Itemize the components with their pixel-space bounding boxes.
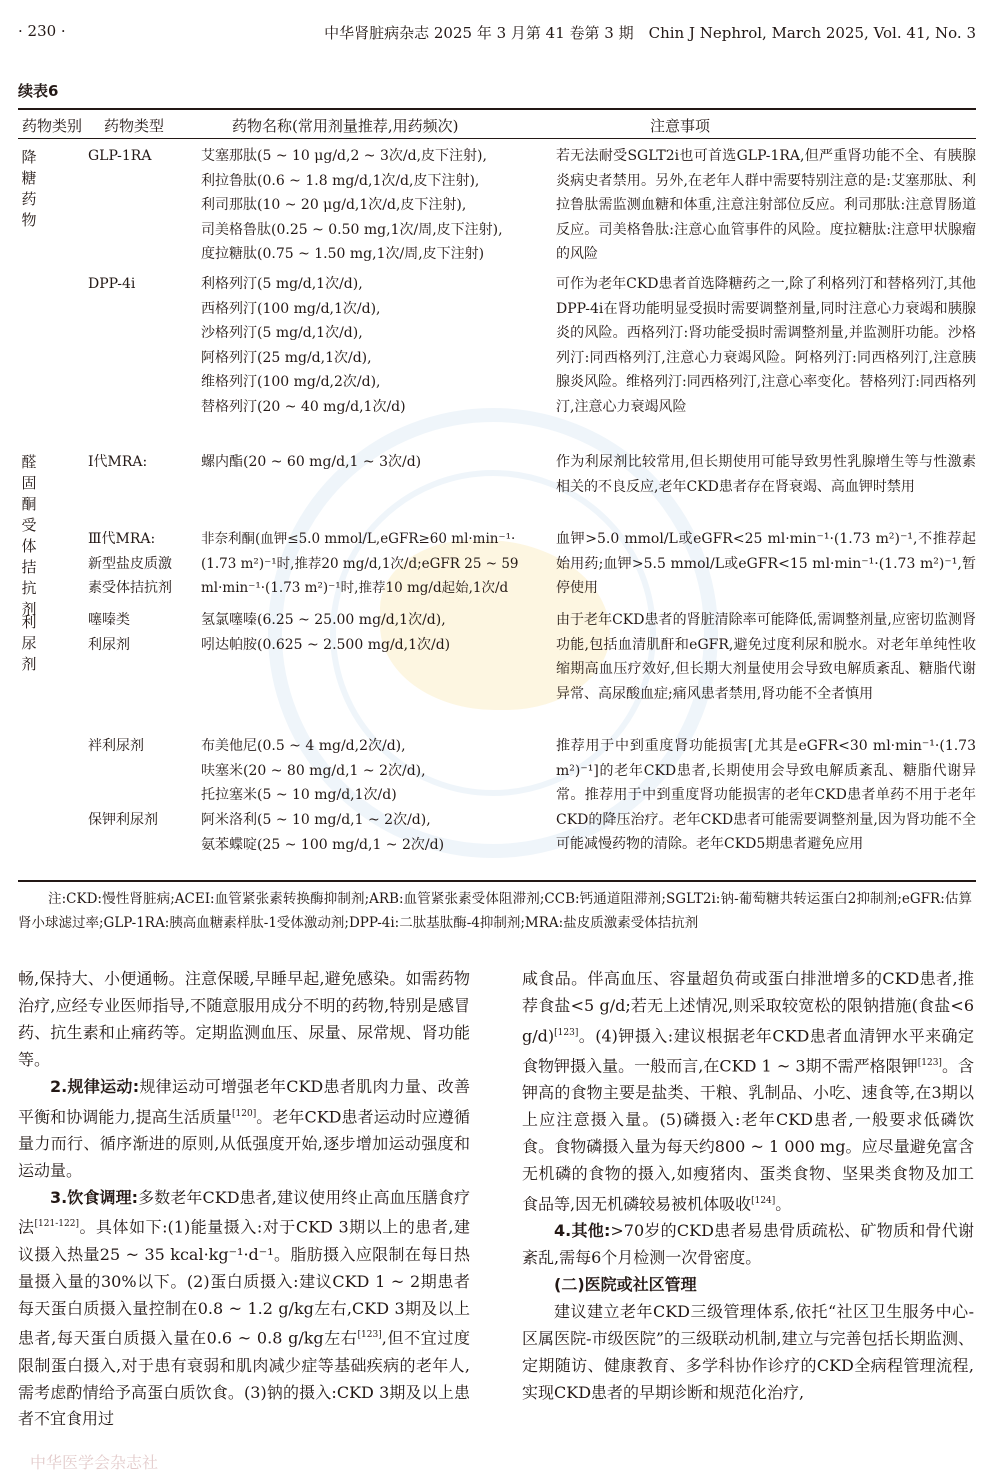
paragraph-text: ,但不宜过度限制蛋白摄入,对于患有衰弱和肌肉减少症等基础疾病的老年人,需考虑酌情给予高蛋白质饮食。(3)钠的摄入:CKD 3期及以上患者不宜食用过 <box>18 1328 470 1429</box>
row-drug-names: 氢氯噻嗪(6.25 ~ 25.00 mg/d,1次/d), 吲达帕胺(0.625 ~ 2.500 mg/d,1次/d) <box>201 612 451 653</box>
row-notes: 由于老年CKD患者的肾脏清除率可能降低,需调整剂量,应密切监测肾功能,包括血清肌酐和eGFR,避免过度利尿和脱水。对老年单纯性收缩期高血压疗效好,但长期大剂量使用会导致电解质紊乱、糖脂代谢异常、高尿酸血症;痛风患者禁用,肾功能不全者慎用 <box>556 612 976 702</box>
paragraph-diet <box>18 1185 470 1434</box>
citation: [123] <box>554 1027 579 1038</box>
th-category: 药物类别 <box>22 117 83 135</box>
category-mra: 醛固酮受体拮抗剂 <box>21 453 37 618</box>
paragraph-text: 。老年CKD患者运动时应遵循量力而行、循序渐进的原则,从低强度开始,逐步增加运动强度和运动量。 <box>18 1106 470 1180</box>
paragraph-exercise <box>18 1074 470 1185</box>
row-type: 保钾利尿剂 <box>88 812 158 828</box>
paragraph: 畅,保持大、小便通畅。注意保暖,早睡早起,避免感染。如需药物治疗,应经专业医师指导,不随意服用成分不明的药物,特别是感冒药、抗生素和止痛药等。定期监测血压、尿量、尿常规、肾功能等。 <box>18 969 470 1069</box>
citation: [123] <box>357 1330 382 1341</box>
section-heading <box>522 1272 974 1299</box>
citation: [123] <box>917 1058 942 1069</box>
category-hypoglycemic: 降糖药物 <box>21 148 37 229</box>
table-caption: 续表6 <box>18 82 59 100</box>
row-type: DPP-4i <box>88 276 136 292</box>
table-top-rule <box>18 108 976 110</box>
page-number: · 230 · <box>18 22 66 40</box>
paragraph-heading: 2.规律运动: <box>50 1076 140 1096</box>
paragraph-text: >70岁的CKD患者易患骨质疏松、矿物质和骨代谢紊乱,需每6个月检测一次骨密度。 <box>522 1221 974 1268</box>
table-header-rule <box>18 138 976 139</box>
row-notes: 作为利尿剂比较常用,但长期使用可能导致男性乳腺增生等与性激素相关的不良反应,老年CKD患者存在肾衰竭、高血钾时禁用 <box>556 454 976 495</box>
th-name: 药物名称(常用剂量推荐,用药频次) <box>232 117 459 135</box>
journal-info: 中华肾脏病杂志 2025 年 3 月第 41 卷第 3 期 Chin J Nephrol, March 2025, Vol. 41, No. 3 <box>324 24 976 42</box>
row-drug-names: 非奈利酮(血钾≤5.0 mmol/L,eGFR≥60 ml·min⁻¹· (1.73 m²)⁻¹时,推荐20 mg/d,1次/d;eGFR 25 ~ 59 ml·min⁻¹·(1.73 m²)⁻¹时,推荐10 mg/d起始,1次/d <box>201 531 519 596</box>
paragraph-text: 。含钾高的食物主要是盐类、干粮、乳制品、小吃、速食等,在3期以上应注意摄入量。(5)磷摄入:老年CKD患者,一般要求低磷饮食。食物磷摄入量为每天约800 ~ 1 000 mg。应尽量避免富含无机磷的食物的摄入,如瘦猪肉、蛋类食物、坚果类食物及加工食品等,因无机磷较易被机体吸收 <box>522 1056 974 1214</box>
row-drug-names: 艾塞那肽(5 ~ 10 μg/d,2 ~ 3次/d,皮下注射), 利拉鲁肽(0.6 ~ 1.8 mg/d,1次/d,皮下注射), 利司那肽(10 ~ 20 μg/d,1次/d,皮下注射), 司美格鲁肽(0.25 ~ 0.50 mg,1次/周,皮下注射), 度拉糖肽(0.75 ~ 1.50 mg,1次/周,皮下注射) <box>201 148 503 262</box>
citation: [124] <box>751 1195 776 1206</box>
paragraph-text: 多数老年CKD患者,建议使用终止高血压膳食疗法 <box>18 1187 470 1237</box>
publisher-watermark: 中华医学会杂志社 <box>30 1453 159 1472</box>
row-type: Ⅰ代MRA: <box>88 454 148 470</box>
paragraph <box>522 966 974 1218</box>
row-drug-names: 螺内酯(20 ~ 60 mg/d,1 ~ 3次/d) <box>201 454 422 470</box>
citation: [120] <box>232 1108 257 1119</box>
row-type: Ⅲ代MRA: 新型盐皮质激 素受体拮抗剂 <box>88 531 172 596</box>
citation: [121-122] <box>34 1219 79 1230</box>
paragraph-management: 建议建立老年CKD三级管理体系,依托“社区卫生服务中心-区属医院-市级医院”的三级联动机制,建立与完善包括长期监测、定期随访、健康教育、多学科协作诊疗的CKD全病程管理流程,实现CKD患者的早期诊断和规范化治疗, <box>522 1301 974 1402</box>
paragraph-text: 。 <box>775 1194 792 1214</box>
paragraph-text: 。(4)钾摄入:建议根据老年CKD患者血清钾水平来确定食物钾摄入量。一般而言,在CKD 1 ~ 3期不需严格限钾 <box>522 1026 974 1076</box>
row-type: 袢利尿剂 <box>88 738 144 754</box>
row-drug-names: 利格列汀(5 mg/d,1次/d), 西格列汀(100 mg/d,1次/d), 沙格列汀(5 mg/d,1次/d), 阿格列汀(25 mg/d,1次/d), 维格列汀(100 mg/d,2次/d), 替格列汀(20 ~ 40 mg/d,1次/d) <box>201 276 406 415</box>
category-diuretic: 利尿剂 <box>21 613 37 673</box>
row-notes: 可作为老年CKD患者首选降糖药之一,除了利格列汀和替格列汀,其他DPP-4i在肾功能明显受损时需要调整剂量,同时注意心力衰竭和胰腺炎的风险。西格列汀:肾功能受损时需调整剂量,并监测肝功能。沙格列汀:同西格列汀,注意心力衰竭风险。阿格列汀:同西格列汀,注意胰腺炎风险。维格列汀:同西格列汀,注意心率变化。替格列汀:同西格列汀,注意心力衰竭风险 <box>556 276 976 415</box>
th-notes: 注意事项 <box>650 117 711 135</box>
paragraph-text: 规律运动可增强老年CKD患者肌肉力量、改善平衡和协调能力,提高生活质量 <box>18 1076 470 1126</box>
page-header <box>18 22 976 46</box>
row-notes: 推荐用于中到重度肾功能损害[尤其是eGFR<30 ml·min⁻¹·(1.73 m²)⁻¹]的老年CKD患者,长期使用会导致电解质紊乱、糖脂代谢异常。推荐用于中到重度肾功能损害的老年CKD患者单药不用于老年CKD的降压治疗。老年CKD患者可能需要调整剂量,因为肾功能不全可能减慢药物的清除。老年CKD5期患者避免应用 <box>556 738 976 852</box>
row-type: 噻嗪类 利尿剂 <box>88 612 130 653</box>
paragraph-heading: 3.饮食调理: <box>50 1187 139 1207</box>
row-drug-names: 布美他尼(0.5 ~ 4 mg/d,2次/d), 呋塞米(20 ~ 80 mg/d,1 ~ 2次/d), 托拉塞米(5 ~ 10 mg/d,1次/d) <box>201 738 426 803</box>
table-footnote: 注:CKD:慢性肾脏病;ACEI:血管紧张素转换酶抑制剂;ARB:血管紧张素受体阻滞剂;CCB:钙通道阻滞剂;SGLT2i:钠-葡萄糖共转运蛋白2抑制剂;eGFR:估算肾小球滤过率;GLP-1RA:胰高血糖素样肽-1受体激动剂;DPP-4i:二肽基肽酶-4抑制剂;MRA:盐皮质激素受体拮抗剂 <box>18 891 972 931</box>
paragraph-other <box>522 1218 974 1272</box>
paragraph-heading: 4.其他: <box>554 1221 611 1241</box>
th-type: 药物类型 <box>104 117 165 135</box>
paragraph-text: 咸食品。伴高血压、容量超负荷或蛋白排泄增多的CKD患者,推荐食盐<5 g/d;若无上述情况,则采取较宽松的限钠措施(食盐<6 g/d) <box>522 969 974 1046</box>
row-drug-names: 阿米洛利(5 ~ 10 mg/d,1 ~ 2次/d), 氨苯蝶啶(25 ~ 100 mg/d,1 ~ 2次/d) <box>201 812 445 853</box>
row-notes: 血钾>5.0 mmol/L或eGFR<25 ml·min⁻¹·(1.73 m²)⁻¹,不推荐起始用药;血钾>5.5 mmol/L或eGFR<15 ml·min⁻¹·(1.73 m²)⁻¹,暂停使用 <box>556 531 976 596</box>
paragraph-text: 。具体如下:(1)能量摄入:对于CKD 3期以上的患者,建议摄入热量25 ~ 35 kcal·kg⁻¹·d⁻¹。脂肪摄入应限制在每日热量摄入量的30%以下。(2)蛋白质摄入:建议CKD 1 ~ 2期患者每天蛋白质摄入量控制在0.8 ~ 1.2 g/kg左右,CKD 3期及以上患者,每天蛋白质摄入量在0.6 ~ 0.8 g/kg左右 <box>18 1217 470 1348</box>
table-bottom-rule <box>18 880 976 882</box>
body-right-column <box>522 966 974 1406</box>
row-type: GLP-1RA <box>88 148 152 164</box>
row-notes: 若无法耐受SGLT2i也可首选GLP-1RA,但严重肾功能不全、有胰腺炎病史者禁用。另外,在老年人群中需要特别注意的是:艾塞那肽、利拉鲁肽需监测血糖和体重,注意注射部位反应。利司那肽:注意胃肠道反应。司美格鲁肽:注意心血管事件的风险。度拉糖肽:注意甲状腺瘤的风险 <box>556 148 976 262</box>
body-left-column <box>18 966 470 1433</box>
section-heading-text: (二)医院或社区管理 <box>554 1274 697 1294</box>
